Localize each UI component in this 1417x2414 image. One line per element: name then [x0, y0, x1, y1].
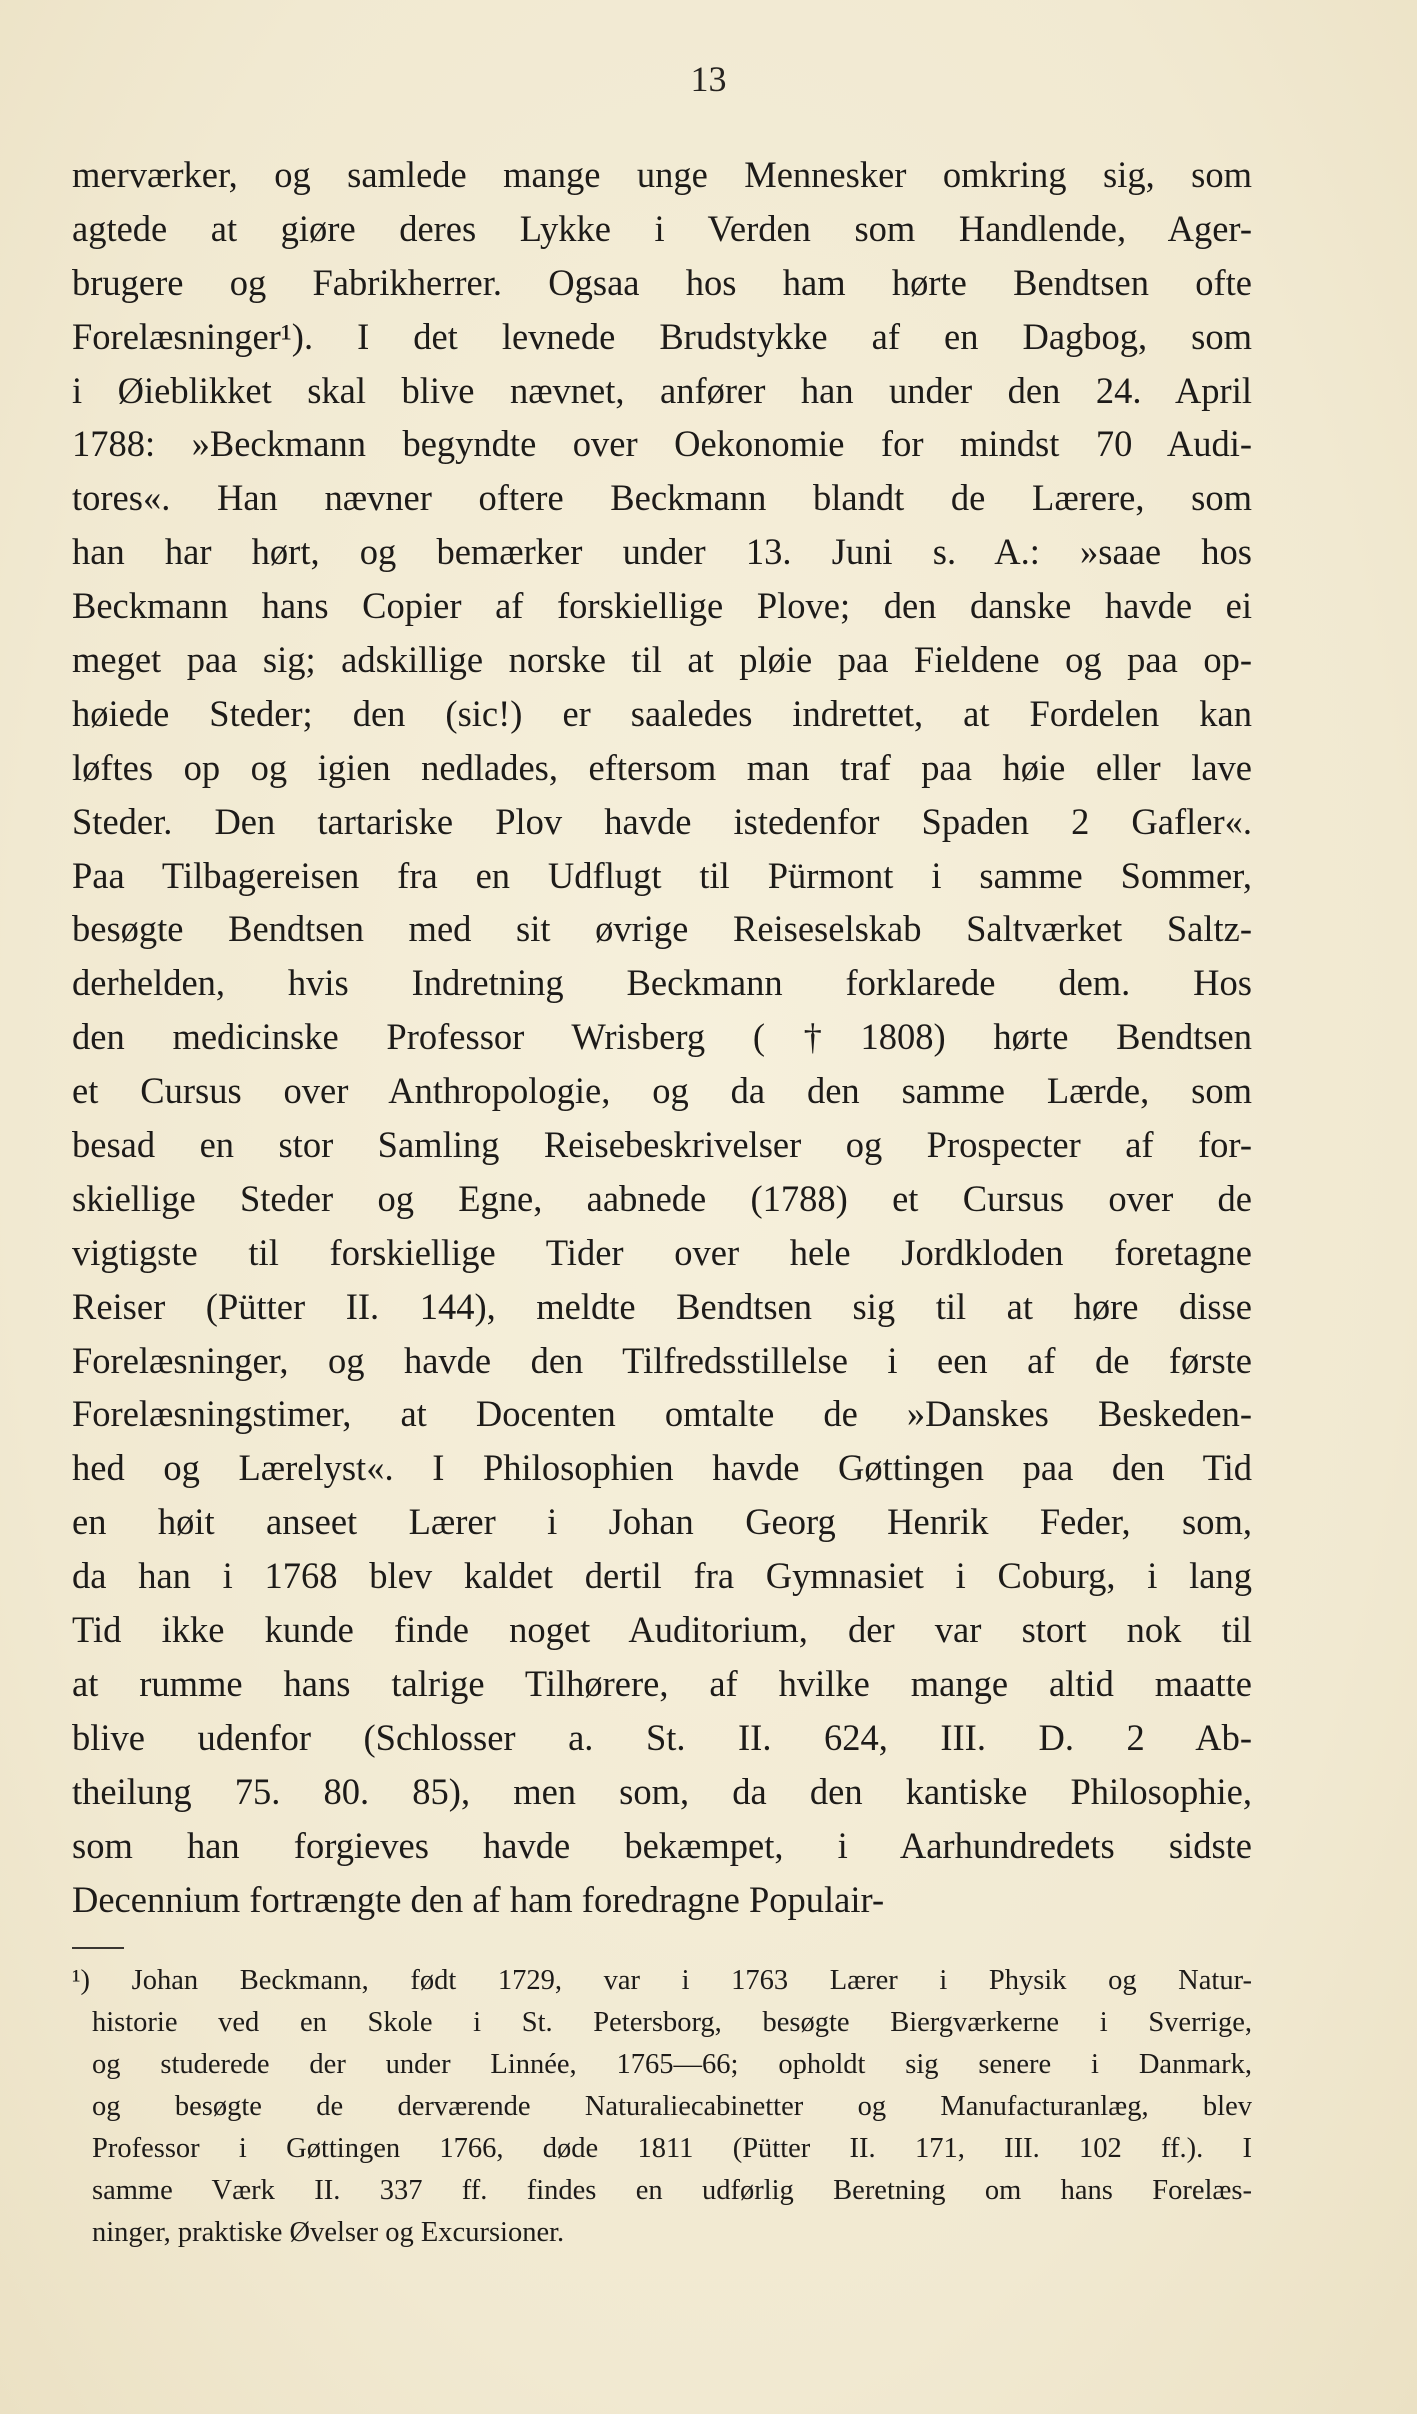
body-line: besøgte Bendtsen med sit øvrige Reiseselskab Saltværket Saltz-	[72, 908, 1252, 950]
body-line: Decennium fortrængte den af ham foredragne Populair-	[72, 1878, 885, 1920]
body-line: Beckmann hans Copier af forskiellige Plove; den danske havde ei	[72, 585, 1252, 627]
body-line: merværker, og samlede mange unge Mennesker omkring sig, som	[72, 154, 1252, 195]
body-line: Reiser (Pütter II. 144), meldte Bendtsen sig til at høre disse	[72, 1285, 1252, 1327]
body-line: hed og Lærelyst«. I Philosophien havde Gøttingen paa den Tid	[72, 1447, 1252, 1489]
footnote-line: ninger, praktiske Øvelser og Excursioner.	[92, 2217, 565, 2248]
body-line: besad en stor Samling Reisebeskrivelser og Prospecter af for-	[72, 1124, 1252, 1166]
footnote-line: samme Værk II. 337 ff. findes en udførlig Beretning om hans Forelæs-	[92, 2175, 1252, 2206]
body-line: vigtigste til forskiellige Tider over hele Jordkloden foretagne	[72, 1231, 1252, 1273]
body-line: han har hørt, og bemærker under 13. Juni s. A.: »saae hos	[72, 531, 1252, 573]
body-line: den medicinske Professor Wrisberg (†1808) hørte Bendtsen	[72, 1016, 1252, 1058]
footnote-line: og studerede der under Linnée, 1765—66; opholdt sig senere i Danmark,	[92, 2049, 1252, 2080]
body-line: da han i 1768 blev kaldet dertil fra Gymnasiet i Coburg, i lang	[72, 1555, 1252, 1597]
body-line: Paa Tilbagereisen fra en Udflugt til Pürmont i samme Sommer,	[72, 854, 1252, 896]
body-line: agtede at giøre deres Lykke i Verden som Handlende, Ager-	[72, 207, 1252, 249]
footnote	[72, 1960, 1252, 2254]
body-line: skiellige Steder og Egne, aabnede (1788) et Cursus over de	[72, 1177, 1252, 1219]
body-line: 1788: »Beckmann begyndte over Oekonomie for mindst 70 Audi-	[72, 423, 1252, 465]
footnote-line: Professor i Gøttingen 1766, døde 1811 (Pütter II. 171, III. 102 ff.). I	[92, 2133, 1252, 2164]
footnote-divider	[72, 1947, 124, 1949]
body-line: høiede Steder; den (sic!) er saaledes indrettet, at Fordelen kan	[72, 692, 1252, 734]
page-number: 13	[690, 59, 727, 99]
body-line: løftes op og igien nedlades, eftersom man traf paa høie eller lave	[72, 746, 1252, 788]
body-line: Forelæsninger¹). I det levnede Brudstykke af en Dagbog, som	[72, 315, 1252, 357]
body-line: en høit anseet Lærer i Johan Georg Henrik Feder, som,	[72, 1501, 1252, 1543]
body-line: at rumme hans talrige Tilhørere, af hvilke mange altid maatte	[72, 1662, 1252, 1704]
body-line: meget paa sig; adskillige norske til at pløie paa Fieldene og paa op-	[72, 639, 1252, 681]
body-line: theilung 75. 80. 85), men som, da den kantiske Philosophie,	[72, 1770, 1252, 1812]
footnote-line: historie ved en Skole i St. Petersborg, besøgte Biergværkerne i Sverrige,	[92, 2007, 1252, 2038]
body-line: tores«. Han nævner oftere Beckmann blandt de Lærere, som	[72, 477, 1252, 519]
footnote-line: ¹) Johan Beckmann, født 1729, var i 1763 Lærer i Physik og Natur-	[72, 1965, 1252, 1996]
body-line: i Øieblikket skal blive nævnet, anfører han under den 24. April	[72, 369, 1252, 411]
body-line: blive udenfor (Schlosser a. St. II. 624, III. D. 2 Ab-	[72, 1716, 1252, 1758]
body-line: brugere og Fabrikherrer. Ogsaa hos ham hørte Bendtsen ofte	[72, 261, 1252, 303]
footnote-line: og besøgte de derværende Naturaliecabinetter og Manufacturanlæg, blev	[92, 2091, 1252, 2122]
body-line: Tid ikke kunde finde noget Auditorium, der var stort nok til	[72, 1609, 1252, 1651]
body-text	[72, 148, 1252, 1926]
body-line: et Cursus over Anthropologie, og da den samme Lærde, som	[72, 1070, 1252, 1112]
body-line: Steder. Den tartariske Plov havde istedenfor Spaden 2 Gafler«.	[72, 800, 1252, 842]
body-line: Forelæsningstimer, at Docenten omtalte de »Danskes Beskeden-	[72, 1393, 1252, 1435]
body-line: Forelæsninger, og havde den Tilfredsstillelse i een af de første	[72, 1339, 1252, 1381]
body-line: som han forgieves havde bekæmpet, i Aarhundredets sidste	[72, 1824, 1252, 1866]
body-line: derhelden, hvis Indretning Beckmann forklarede dem. Hos	[72, 962, 1252, 1004]
